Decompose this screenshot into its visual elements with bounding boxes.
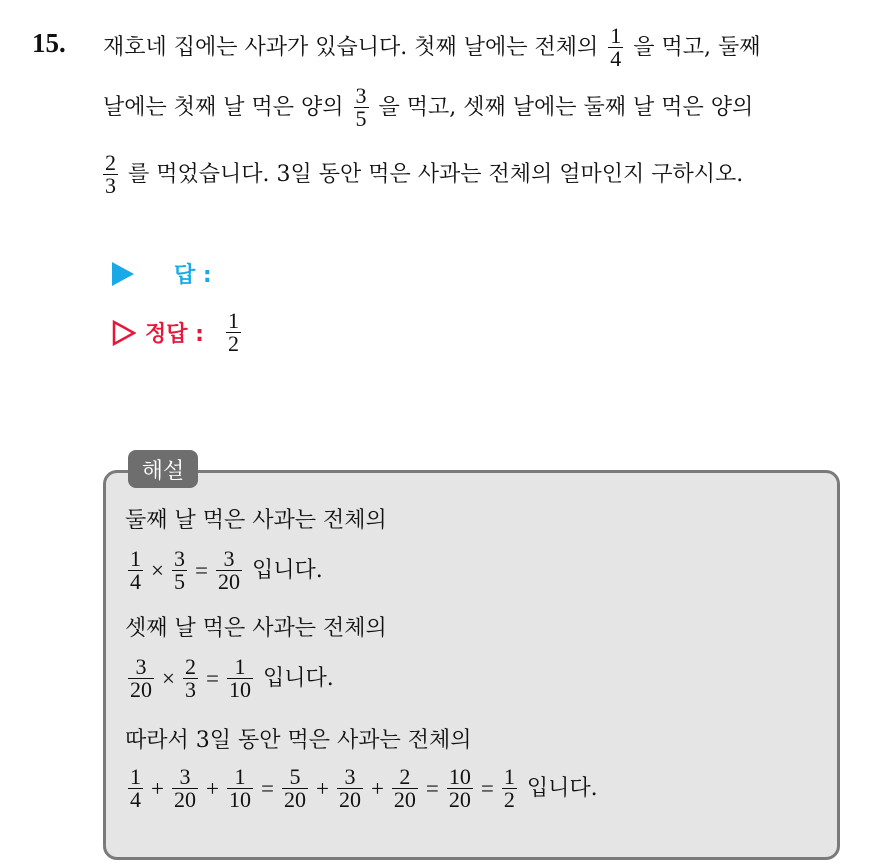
question-line-1 (103, 25, 761, 71)
question-text: 를 먹었습니다. 3일 동안 먹은 사과는 전체의 얼마인지 구하시오. (128, 161, 744, 187)
fraction (337, 766, 363, 812)
fraction (103, 152, 118, 198)
numerator: 3 (337, 766, 363, 789)
outline-triangle-icon (112, 320, 136, 346)
numerator: 2 (184, 654, 196, 679)
denominator: 20 (173, 787, 196, 813)
explanation-text: 셋째 날 먹은 사과는 전체의 (125, 616, 387, 641)
math-operator: + (315, 776, 329, 802)
fraction (392, 766, 418, 812)
denominator: 20 (283, 787, 306, 813)
math-operator: = (425, 776, 439, 802)
math-operator: + (370, 776, 384, 802)
denominator: 3 (184, 677, 196, 703)
correct-answer-row (112, 310, 244, 356)
numerator: 5 (282, 766, 308, 789)
math-operator: × (162, 666, 175, 692)
numerator: 2 (105, 150, 116, 175)
fraction (608, 25, 623, 71)
math-operator: = (480, 776, 494, 802)
denominator: 5 (355, 106, 367, 132)
numerator: 1 (227, 308, 239, 333)
equation-tail: 입니다. (262, 665, 334, 691)
denominator: 10 (228, 677, 251, 703)
denominator: 4 (130, 787, 141, 813)
denominator: 20 (217, 569, 240, 595)
explanation-line-5 (125, 730, 472, 752)
explanation-line-3 (125, 618, 387, 640)
question-text: 날에는 첫째 날 먹은 양의 (103, 94, 344, 120)
denominator: 2 (503, 787, 515, 813)
numerator: 1 (503, 764, 515, 789)
numerator: 3 (128, 656, 154, 679)
fraction (128, 656, 154, 702)
denominator: 20 (448, 787, 471, 813)
correct-answer-fraction (226, 310, 241, 356)
numerator: 3 (216, 548, 242, 571)
fraction (502, 766, 517, 812)
numerator: 1 (610, 23, 622, 48)
question-line-3 (100, 152, 743, 198)
numerator: 10 (448, 764, 471, 789)
denominator: 3 (105, 173, 116, 199)
equation-tail: 입니다. (251, 557, 323, 583)
fraction (282, 766, 308, 812)
equation (125, 764, 520, 813)
denominator: 4 (130, 569, 141, 595)
denominator: 20 (338, 787, 361, 813)
numerator: 1 (227, 766, 253, 789)
play-triangle-icon (112, 262, 134, 286)
denominator: 20 (130, 677, 152, 703)
question-text: 재호네 집에는 사과가 있습니다. 첫째 날에는 전체의 (103, 34, 599, 60)
fraction (447, 766, 473, 812)
explanation-equation-3 (125, 766, 598, 812)
equation-tail: 입니다. (526, 775, 598, 801)
denominator: 5 (173, 569, 185, 595)
math-operator: = (205, 666, 219, 692)
numerator: 1 (227, 656, 253, 679)
denominator: 4 (610, 46, 622, 72)
question-line-2 (103, 85, 753, 131)
numerator: 3 (355, 83, 367, 108)
equation (125, 546, 245, 595)
fraction (216, 548, 242, 594)
numerator: 1 (130, 764, 141, 789)
math-operator: × (151, 558, 164, 584)
denominator: 20 (393, 787, 416, 813)
numerator: 2 (392, 766, 418, 789)
numerator: 3 (173, 546, 185, 571)
fraction (172, 766, 198, 812)
math-operator: = (194, 558, 208, 584)
math-operator: + (151, 776, 164, 802)
numerator: 3 (172, 766, 198, 789)
equation (125, 654, 256, 703)
fraction (172, 548, 187, 594)
question-text: 을 먹고, 둘째 (633, 34, 761, 60)
answer-label: 답 : (174, 263, 212, 288)
explanation-line-1 (125, 510, 387, 532)
explanation-text: 둘째 날 먹은 사과는 전체의 (125, 508, 387, 533)
explanation-text: 따라서 3일 동안 먹은 사과는 전체의 (125, 728, 472, 753)
fraction (128, 766, 143, 812)
denominator: 10 (228, 787, 251, 813)
explanation-equation-1 (125, 548, 323, 594)
math-operator: = (260, 776, 274, 802)
denominator: 2 (227, 331, 239, 357)
answer-row (112, 258, 212, 289)
math-operator: + (205, 776, 219, 802)
question-number: 15. (32, 28, 66, 58)
correct-answer-label: 정답 : (145, 322, 204, 348)
fraction (227, 656, 253, 702)
fraction (354, 85, 369, 131)
fraction (128, 548, 143, 594)
fraction (227, 766, 253, 812)
explanation-tag: 해설 (128, 450, 198, 488)
numerator: 1 (130, 546, 141, 571)
question-text: 을 먹고, 셋째 날에는 둘째 날 먹은 양의 (378, 94, 754, 120)
fraction (183, 656, 198, 702)
explanation-equation-2 (125, 656, 334, 702)
